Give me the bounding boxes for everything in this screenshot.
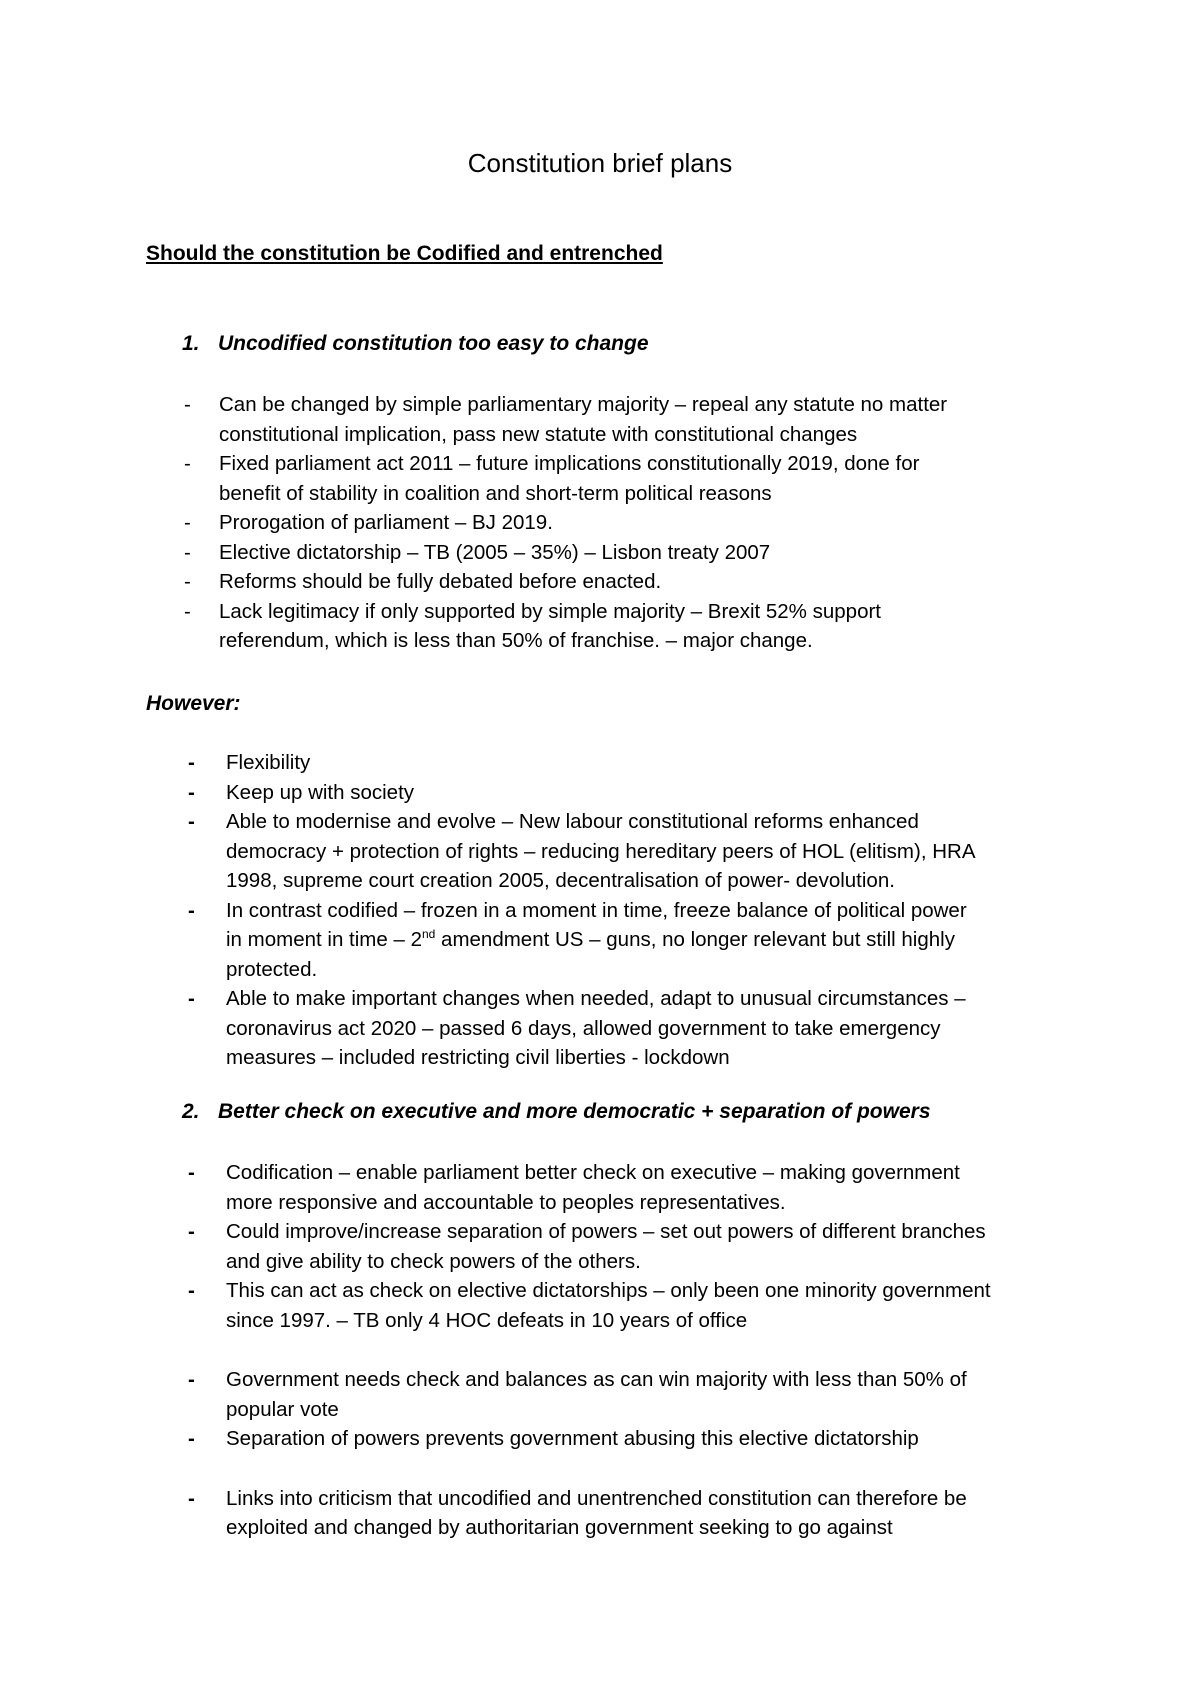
list-item xyxy=(0,1365,1200,1424)
list-item xyxy=(0,1276,1200,1335)
dash-marker: - xyxy=(188,780,195,804)
list-item-line: Flexibility xyxy=(226,751,311,774)
list-item-line: Able to modernise and evolve – New labour constitutional reforms enhanced xyxy=(226,810,919,833)
list-item-line: Separation of powers prevents government abusing this elective dictatorship xyxy=(226,1427,919,1450)
section-1-title xyxy=(182,330,649,358)
list-item xyxy=(0,1484,1200,1543)
list-item-line: This can act as check on elective dictatorships – only been one minority government xyxy=(226,1279,991,1302)
list-item-line: protected. xyxy=(226,957,318,981)
list-item-text: amendment US – guns, no longer relevant but still highly xyxy=(435,928,955,951)
dash-marker: - xyxy=(184,599,191,623)
list-item xyxy=(0,807,1200,896)
list-item xyxy=(0,984,1200,1073)
list-item xyxy=(0,390,1200,449)
list-item-line: measures – included restricting civil liberties - lockdown xyxy=(226,1046,730,1069)
list-item xyxy=(0,538,1200,568)
dash-marker: - xyxy=(184,540,191,564)
list-item-line: Reforms should be fully debated before enacted. xyxy=(219,570,662,593)
list-item-line: coronavirus act 2020 – passed 6 days, allowed government to take emergency xyxy=(226,1016,941,1040)
dash-marker: - xyxy=(184,452,191,475)
list-item xyxy=(0,1217,1200,1276)
dash-marker: - xyxy=(188,898,195,922)
section-2-bullet-list xyxy=(0,1158,1200,1543)
dash-marker: - xyxy=(184,511,191,534)
list-item xyxy=(0,597,1200,656)
list-item-line: 1998, supreme court creation 2005, decentralisation of power- devolution. xyxy=(226,869,895,892)
list-item-line: Codification – enable parliament better check on executive – making government xyxy=(226,1161,960,1184)
list-item-line: Could improve/increase separation of powers – set out powers of different branches xyxy=(226,1220,986,1243)
list-item xyxy=(0,508,1200,538)
list-item-line: more responsive and accountable to peoples representatives. xyxy=(226,1190,786,1214)
list-item-line: benefit of stability in coalition and short-term political reasons xyxy=(219,481,772,505)
dash-marker: - xyxy=(188,751,195,774)
list-item-line: Elective dictatorship – TB (2005 – 35%) – Lisbon treaty 2007 xyxy=(219,540,771,564)
list-item-line: Government needs check and balances as can win majority with less than 50% of xyxy=(226,1368,967,1391)
list-item xyxy=(0,778,1200,808)
list-item-line: popular vote xyxy=(226,1397,339,1421)
dash-marker: - xyxy=(188,1427,195,1450)
dash-marker: - xyxy=(188,987,195,1010)
dash-marker: - xyxy=(184,570,191,593)
however-bullet-list xyxy=(0,748,1200,1073)
section-2-number: 2. xyxy=(182,1100,200,1123)
list-item-line: Links into criticism that uncodified and unentrenched constitution can therefore be xyxy=(226,1486,967,1510)
list-item-line: democracy + protection of rights – reducing hereditary peers of HOL (elitism), HRA xyxy=(226,839,976,863)
list-item-line: Lack legitimacy if only supported by simple majority – Brexit 52% support xyxy=(219,599,881,623)
list-item-line: Fixed parliament act 2011 – future implications constitutionally 2019, done for xyxy=(219,452,920,475)
section-1-number: 1. xyxy=(182,332,200,355)
list-item-line: Prorogation of parliament – BJ 2019. xyxy=(219,511,553,534)
list-item-line: constitutional implication, pass new statute with constitutional changes xyxy=(219,422,858,446)
dash-marker: - xyxy=(188,1161,195,1184)
document-title: Constitution brief plans xyxy=(467,148,733,178)
list-item xyxy=(0,896,1200,985)
dash-marker: - xyxy=(188,1220,195,1243)
list-item xyxy=(0,449,1200,508)
list-item-line: Can be changed by simple parliamentary majority – repeal any statute no matter xyxy=(219,393,948,416)
list-item-line: Keep up with society xyxy=(226,780,415,804)
list-item-text: in moment in time – 2 xyxy=(226,928,422,951)
dash-marker: - xyxy=(188,1279,195,1302)
however-label: However: xyxy=(146,692,241,715)
section-1-bullet-list xyxy=(0,390,1200,656)
list-item-line: Able to make important changes when needed, adapt to unusual circumstances – xyxy=(226,987,966,1010)
superscript-ordinal: nd xyxy=(421,927,436,942)
document-heading: Should the constitution be Codified and entrenched xyxy=(146,242,663,265)
list-item-line: referendum, which is less than 50% of franchise. – major change. xyxy=(219,629,813,652)
section-1-title-text: Uncodified constitution too easy to change xyxy=(218,332,649,355)
list-item xyxy=(0,1424,1200,1454)
list-item-line: and give ability to check powers of the others. xyxy=(226,1249,641,1273)
section-2-title-text: Better check on executive and more democratic + separation of powers xyxy=(218,1100,931,1123)
list-item xyxy=(0,567,1200,597)
section-2-title xyxy=(182,1098,931,1126)
list-item xyxy=(0,1158,1200,1217)
dash-marker: - xyxy=(188,810,195,833)
list-item xyxy=(0,748,1200,778)
list-item-line: since 1997. – TB only 4 HOC defeats in 10 years of office xyxy=(226,1308,748,1332)
list-item-line: exploited and changed by authoritarian government seeking to go against xyxy=(226,1516,893,1539)
dash-marker: - xyxy=(188,1368,195,1391)
dash-marker: - xyxy=(184,393,191,416)
list-item-line xyxy=(226,925,1080,955)
list-item-line: In contrast codified – frozen in a moment in time, freeze balance of political power xyxy=(226,898,967,922)
dash-marker: - xyxy=(188,1486,195,1510)
